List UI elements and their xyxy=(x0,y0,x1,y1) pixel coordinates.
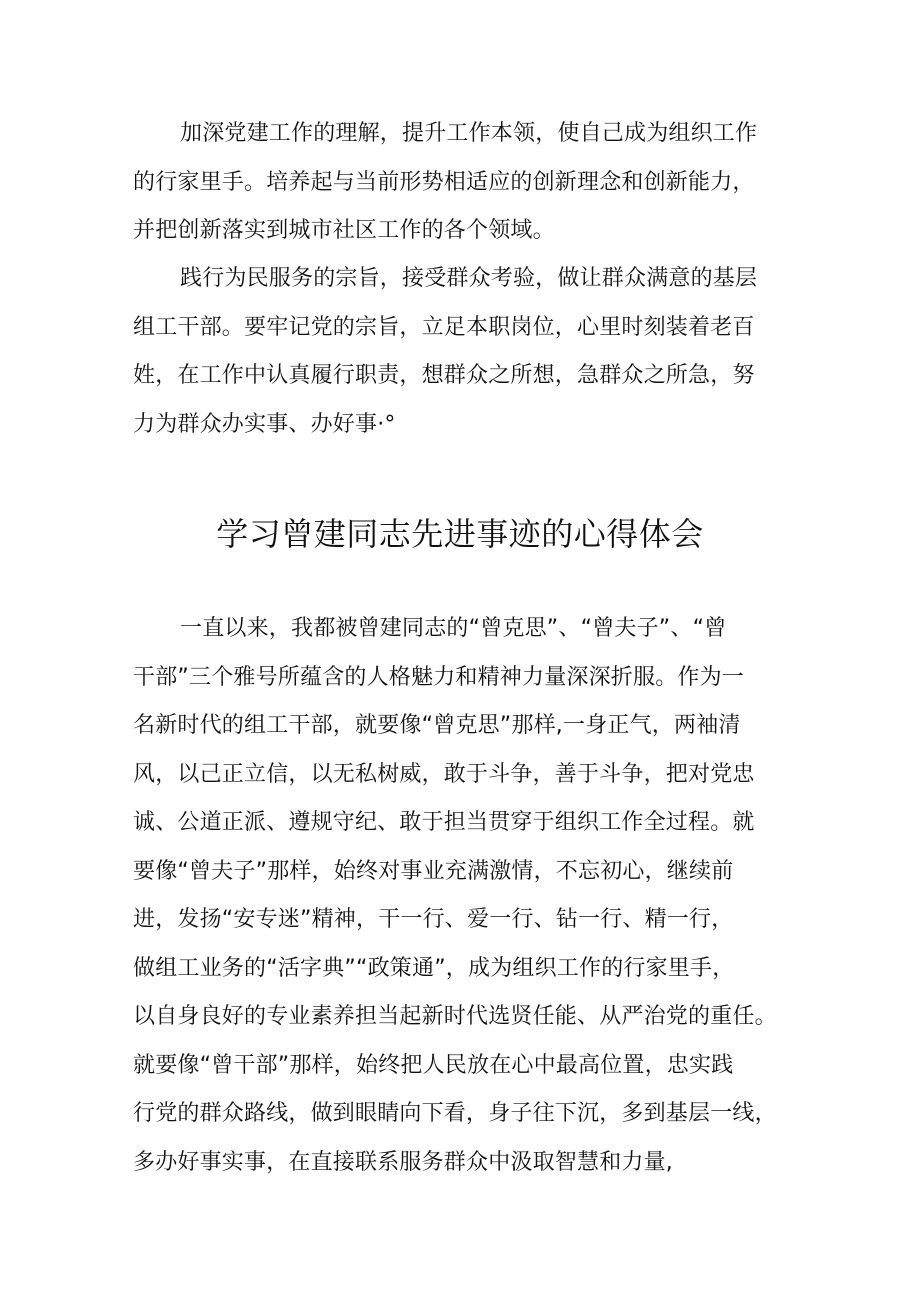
paragraph-line: 干部”三个雅号所蕴含的人格魅力和精神力量深深折服。作为一 xyxy=(133,664,744,690)
paragraph-line: 以自身良好的专业素养担当起新时代选贤任能、从严治党的重任。 xyxy=(133,1004,777,1029)
paragraph-line: 风，以己正立信，以无私树威，敢于斗争，善于斗争，把对党忠 xyxy=(133,761,755,787)
paragraph-line: 并把创新落实到城市社区工作的各个领域。 xyxy=(133,218,555,243)
paragraph-line: 加深党建工作的理解，提升工作本领，使自己成为组织工作 xyxy=(180,121,758,146)
paragraph-line: 做组工业务的“活字典”“政策通”，成为组织工作的行家里手， xyxy=(133,955,735,981)
paragraph-line: 就要像“曾干部”那样，始终把人民放在心中最高位置，忠实践 xyxy=(133,1052,734,1078)
paragraph-continuation xyxy=(133,110,793,256)
paragraph-line: 一直以来，我都被曾建同志的“曾克思”、“曾夫子”、“曾 xyxy=(180,616,727,641)
paragraph-line: 诚、公道正派、遵规守纪、敢于担当贯穿于组织工作全过程。就 xyxy=(133,810,755,835)
paragraph-line: 践行为民服务的宗旨，接受群众考验，做让群众满意的基层 xyxy=(180,266,758,291)
paragraph-line: 姓，在工作中认真履行职责，想群众之所想，急群众之所急，努 xyxy=(133,363,755,388)
paragraph-service xyxy=(133,255,793,449)
paragraph-line: 的行家里手。培养起与当前形势相适应的创新理念和创新能力， xyxy=(133,169,755,195)
paragraph-line: 组工干部。要牢记党的宗旨，立足本职岗位，心里时刻装着老百 xyxy=(133,314,755,340)
paragraph-line: 多办好事实事，在直接联系服务群众中汲取智慧和力量, xyxy=(133,1149,673,1175)
paragraph-line: 行党的群众路线，做到眼睛向下看，身子往下沉，多到基层一线， xyxy=(133,1101,777,1126)
paragraph-line: 要像“曾夫子”那样，始终对事业充满激情，不忘初心，继续前 xyxy=(133,858,734,884)
paragraph-line: 力为群众办实事、办好事·° xyxy=(133,411,396,437)
paragraph-line: 进，发扬“安专迷”精神，干一行、爱一行、钻一行、精一行， xyxy=(133,907,734,932)
paragraph-body xyxy=(133,605,793,1187)
paragraph-line: 名新时代的组工干部，就要像“曾克思”那样,一身正气，两袖清 xyxy=(133,713,741,738)
article-title: 学习曾建同志先进事迹的心得体会 xyxy=(216,515,704,553)
